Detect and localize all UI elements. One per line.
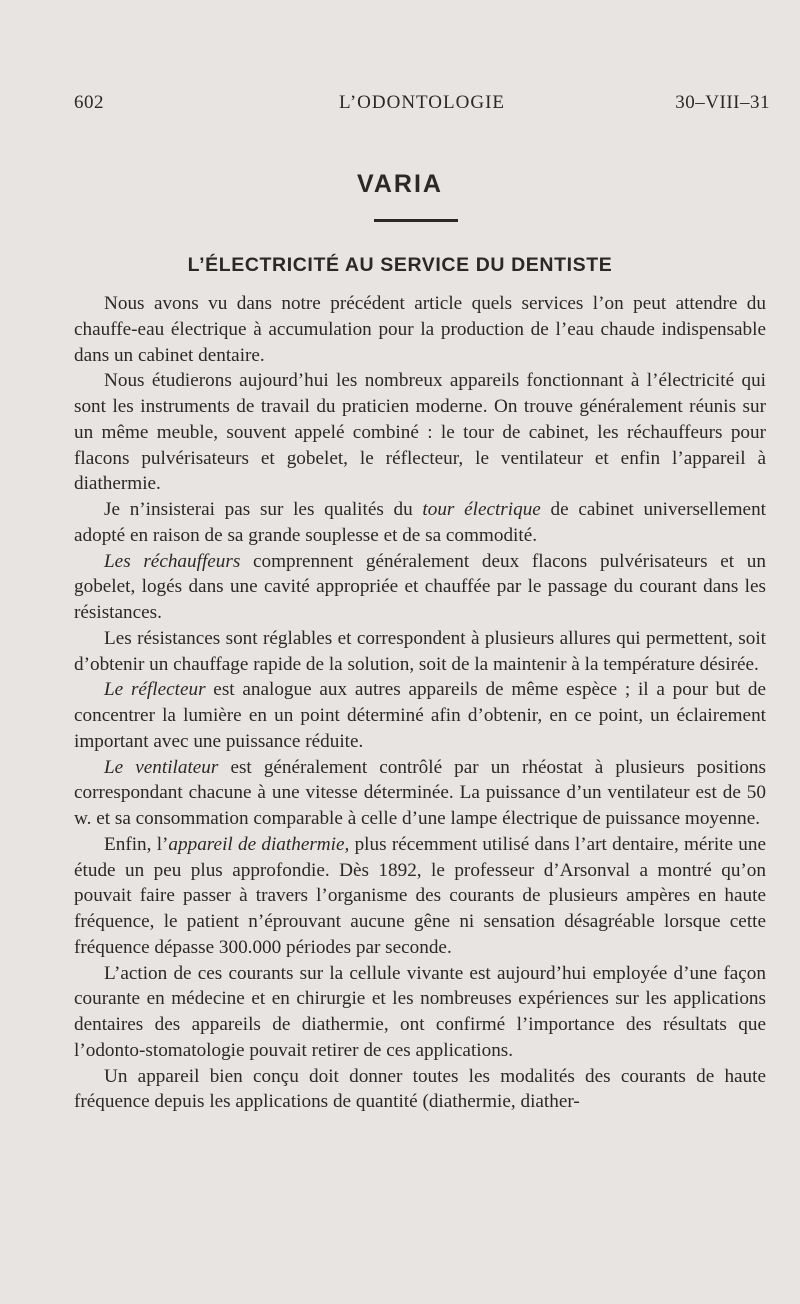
paragraph-1: Nous avons vu dans notre précédent article quels services l’on peut attendre du chauffe-eau électrique à accumulation pour la production de l’eau chaude indispensable dans un cabinet dentaire. [74,293,766,366]
journal-title: L’ODONTOLOGIE [338,92,506,113]
paragraph-4: Les réchauffeurs comprennent généralement deux flacons pulvérisateurs et un gobelet, logés dans une cavité appropriée et chauffée par le passage du courant dans les résistances. [74,550,766,623]
paragraph-10: Un appareil bien conçu doit donner toutes les modalités des courants de haute fréquence depuis les applications de quantité (diathermie, diather- [74,1065,766,1113]
title-rule [374,219,458,222]
issue-date: 30–VIII–31 [675,92,770,113]
italic-term: tour électrique [422,499,541,520]
paragraph-5: Les résistances sont réglables et correspondent à plusieurs allures qui permettent, soit d’obtenir un chauffage rapide de la solution, soit de la maintenir à la température désirée. [74,627,766,675]
paragraph-6: Le réflecteur est analogue aux autres appareils de même espèce ; il a pour but de concentrer la lumière en un point déterminé afin d’obtenir, en ce point, un éclairement important avec une puissance réduite. [74,679,766,752]
paragraph-3: Je n’insisterai pas sur les qualités du tour électrique de cabinet universellement adopté en raison de sa grande souplesse et de sa commodité. [74,499,766,546]
article-body [74,291,766,1115]
italic-term: appareil de diathermie, [168,833,350,855]
paragraph-7: Le ventilateur est généralement contrôlé par un rhéostat à plusieurs positions correspondant chacune à une vitesse déterminée. La puissance d’un ventilateur est de 50 w. et sa consommation comparable à celle d’une lampe électrique de puissance moyenne. [74,756,766,829]
page-number: 602 [74,92,104,113]
section-title: VARIA [357,170,443,198]
italic-term: Le ventilateur [104,756,219,778]
paragraph-9: L’action de ces courants sur la cellule vivante est aujourd’hui employée d’une façon courante en médecine et en chirurgie et les nombreuses expériences sur les applications dentaires des appareils de diathermie, ont confirmé l’importance des résultats que l’odonto-stomatologie pouvait retirer de ces applications. [74,962,766,1061]
paragraph-8: Enfin, l’appareil de diathermie, plus récemment utilisé dans l’art dentaire, mérite une étude un peu plus approfondie. Dès 1892, le professeur d’Arsonval a montré qu’on pouvait faire passer à travers l’organisme des courants de plusieurs ampères en haute fréquence, le patient n’éprouvant aucune gêne ni sensation désagréable lorsque cette fréquence dépasse 300.000 périodes par seconde. [74,833,766,958]
paragraph-2: Nous étudierons aujourd’hui les nombreux appareils fonctionnant à l’électricité qui sont les instruments de travail du praticien moderne. On trouve généralement réunis sur un même meuble, souvent appelé combiné : le tour de cabinet, les réchauffeurs pour flacons pulvérisateurs et gobelet, le réflecteur, le ventilateur et enfin l’appareil à diathermie. [74,370,766,495]
running-header [74,92,770,122]
article-title: L’ÉLECTRICITÉ AU SERVICE DU DENTISTE [187,254,613,276]
italic-term: Les réchauffeurs [104,550,241,572]
italic-term: Le réflecteur [104,679,206,701]
